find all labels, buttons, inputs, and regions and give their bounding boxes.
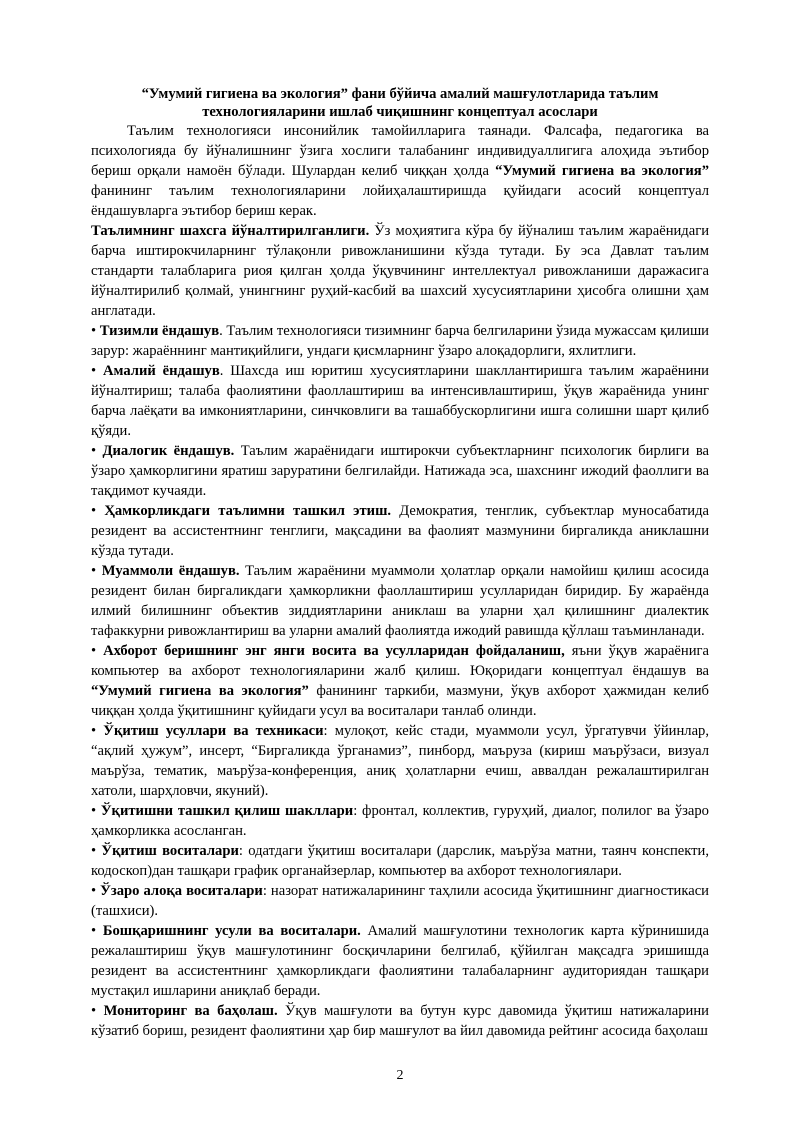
approaches-list (91, 221, 709, 1041)
approach-paragraph (91, 881, 709, 921)
approach-heading: Ахборот беришнинг энг янги восита ва усулларидан фойдаланиш, (103, 643, 565, 659)
page-number: 2 (396, 1068, 404, 1083)
approach-heading: Бошқаришнинг усули ва воситалари. (102, 923, 361, 939)
approach-heading: Ўқитиш воситалари (101, 843, 239, 859)
bullet-marker: • (91, 443, 103, 459)
approach-text: Ўқув машғулоти ва бутун курс давомида ўқитиш натижаларини кўзатиб бориш, резидент фаолиятини ҳар бир машғулот ва йил давомида рейтинг асосида баҳолаш (91, 1003, 709, 1039)
approach-heading: Ўқитишни ташкил қилиш шакллари (100, 803, 354, 819)
approach-paragraph (91, 561, 709, 641)
title-line-2: технологияларини ишлаб чиқишнинг концептуал асослари (202, 104, 598, 120)
approach-paragraph (91, 841, 709, 881)
approach-paragraph (91, 221, 709, 321)
bullet-marker: • (91, 643, 104, 659)
bullet-marker: • (91, 803, 101, 819)
approach-text: Таълим жараёнидаги иштирокчи субъектларнинг психологик бирлиги ва ўзаро ҳамкорлигини яратиш заруратини белгилайди. Натижада эса, шахснинг ижодий фаоллиги ва тақдимот кучаяди. (91, 443, 709, 499)
bullet-marker: • (91, 723, 104, 739)
approach-heading: Муаммоли ёндашув. (101, 563, 240, 579)
approach-text: яъни ўқув жараёнига компьютер ва ахборот технологияларини жалб қилиш. Юқоридаги концептуал ёндашув ва (91, 643, 709, 679)
approach-text: . Таълим технологияси тизимнинг барча белгиларини ўзида мужассам қилиши зарур: жараённинг мантиқийлиги, ундаги қисмларнинг ўзаро алоқадорлиги, яхлитлиги. (91, 323, 709, 359)
approach-text: : мулоқот, кейс стади, муаммоли усул, ўргатувчи ўйинлар, “ақлий ҳужум”, инсерт, “Биргаликда ўрганамиз”, пинборд, маъруза (кириш маърўзаси, визуал маърўза, тематик, маърўза-конференция, аниқ ҳолатларни ечиш, аввалдан режалаштирилган хатоли, шарҳловчи, якуний). (91, 723, 710, 799)
approach-text: Демократия, тенглик, субъектлар муносабатида резидент ва ассистентнинг тенглиги, мақсадини ва фаолият мазмунини биргаликда аниклашни кўзда тутади. (91, 503, 709, 559)
intro-text-1: Таълим технологияси инсонийлик тамойилларига таянади. Фалсафа, педагогика ва психологияда бу йўналишнинг ўзига хослиги талабанинг индивидуаллигига алоҳида эътибор бериш орқали намоён бўлади. Шулардан келиб чиққан ҳолда (91, 123, 709, 179)
approach-heading: Диалогик ёндашув. (102, 443, 235, 459)
bullet-marker: • (91, 843, 102, 859)
approach-heading: Мониторинг ва баҳолаш. (103, 1003, 278, 1019)
approach-text: : одатдаги ўқитиш воситалари (дарслик, маърўза матни, таянч конспекти, кодоскоп)дан ташқари график органайзерлар, компьютер ва ахборот технологиялари. (91, 843, 709, 879)
approach-heading: Таълимнинг шахсга йўналтирилганлиги. (91, 223, 370, 239)
bullet-marker: • (91, 323, 100, 339)
approach-paragraph (91, 441, 709, 501)
approach-text: Таълим жараёнини муаммоли ҳолатлар орқали намойиш қилиш асосида резидент билан биргаликдаги ҳамкорликни фаоллаштириш усулларидан биридир. Бу жараёнда илмий билишнинг объектив зиддиятларини аниклаш ва уларни ҳал қилишнинг диалектик тафаккурни ривожлантириш ва уларни амалий фаолиятда ижодий равишда қўллаш таъминланади. (91, 563, 709, 639)
approach-text: . Шахсда иш юритиш хусусиятларини шакллантиришга таълим жараёнини йўналтириш; талаба фаолиятини фаоллаштириш ва интенсивлаштириш, ўқув жараёнида унинг барча лаёқати ва имкониятларини, синчковлиги ва ташаббускорлигини ишга солишни шарт қилиб қўяди. (91, 363, 709, 439)
intro-bold-subject: “Умумий гигиена ва экология” (495, 163, 709, 179)
approach-heading: Ҳамкорликдаги таълимни ташкил этиш. (104, 503, 392, 519)
bullet-marker: • (91, 363, 103, 379)
bullet-marker: • (91, 563, 102, 579)
approach-text: : фронтал, коллектив, гуруҳий, диалог, полилог ва ўзаро ҳамкорликка асосланган. (91, 803, 709, 839)
bullet-marker: • (91, 923, 103, 939)
document-body (91, 85, 709, 1041)
intro-paragraph (91, 121, 709, 221)
approach-paragraph (91, 801, 709, 841)
approach-heading: Ўзаро алоқа воситалари (100, 883, 263, 899)
approach-paragraph (91, 921, 709, 1001)
bullet-marker: • (91, 1003, 104, 1019)
intro-text-2: фанининг таълим технологияларини лойиҳалаштиришда қуйидаги асосий концептуал ёндашувларга эътибор бериш керак. (91, 183, 709, 219)
approach-text: Ўз моҳиятига кўра бу йўналиш таълим жараёнидаги барча иштирокчиларнинг тўлақонли ривожланишини кўзда тутади. Бу эса Давлат таълим стандарти талабларига риоя қилган ҳолда ўқувчининг интеллектуал ривожланиши даражасига йўналтирилиб қолмай, унингнинг руҳий-касбий ва шахсий хусусиятларини ҳисобга олишни ҳам англатади. (91, 223, 710, 319)
approach-text-continued: фанининг таркиби, мазмуни, ўқув ахборот ҳажмидан келиб чиққан ҳолда ўқитишнинг қуйидаги усул ва воситалари танлаб олинди. (91, 683, 709, 719)
approach-paragraph (91, 1001, 709, 1041)
approach-text: Амалий машғулотини технологик карта кўринишида режалаштириш ўқув машғулотининг босқичларини белгилаб, қўйилган мақсадга эришишда резидент ва ассистентнинг ҳамкорликдаги фаолиятини талабаларнинг аудиториядан ташқари мустақил ишларини аниқлаб беради. (91, 923, 710, 999)
approach-heading: Тизимли ёндашув (99, 323, 220, 339)
title-line-1: “Умумий гигиена ва экология” фани бўйича амалий машғулотларида таълим (141, 86, 659, 102)
approach-paragraph (91, 721, 709, 801)
approach-text: : назорат натижаларининг таҳлили асосида ўқитишнинг диагностикаси (ташхиси). (91, 883, 709, 919)
approach-paragraph (91, 361, 709, 441)
bullet-marker: • (91, 883, 101, 899)
approach-bold-subject: “Умумий гигиена ва экология” (91, 683, 309, 699)
approach-heading: Амалий ёндашув (102, 363, 220, 379)
approach-heading: Ўқитиш усуллари ва техникаси (103, 723, 324, 739)
document-title (91, 85, 709, 121)
approach-paragraph (91, 321, 709, 361)
approach-paragraph (91, 641, 709, 721)
approach-paragraph (91, 501, 709, 561)
bullet-marker: • (91, 503, 105, 519)
